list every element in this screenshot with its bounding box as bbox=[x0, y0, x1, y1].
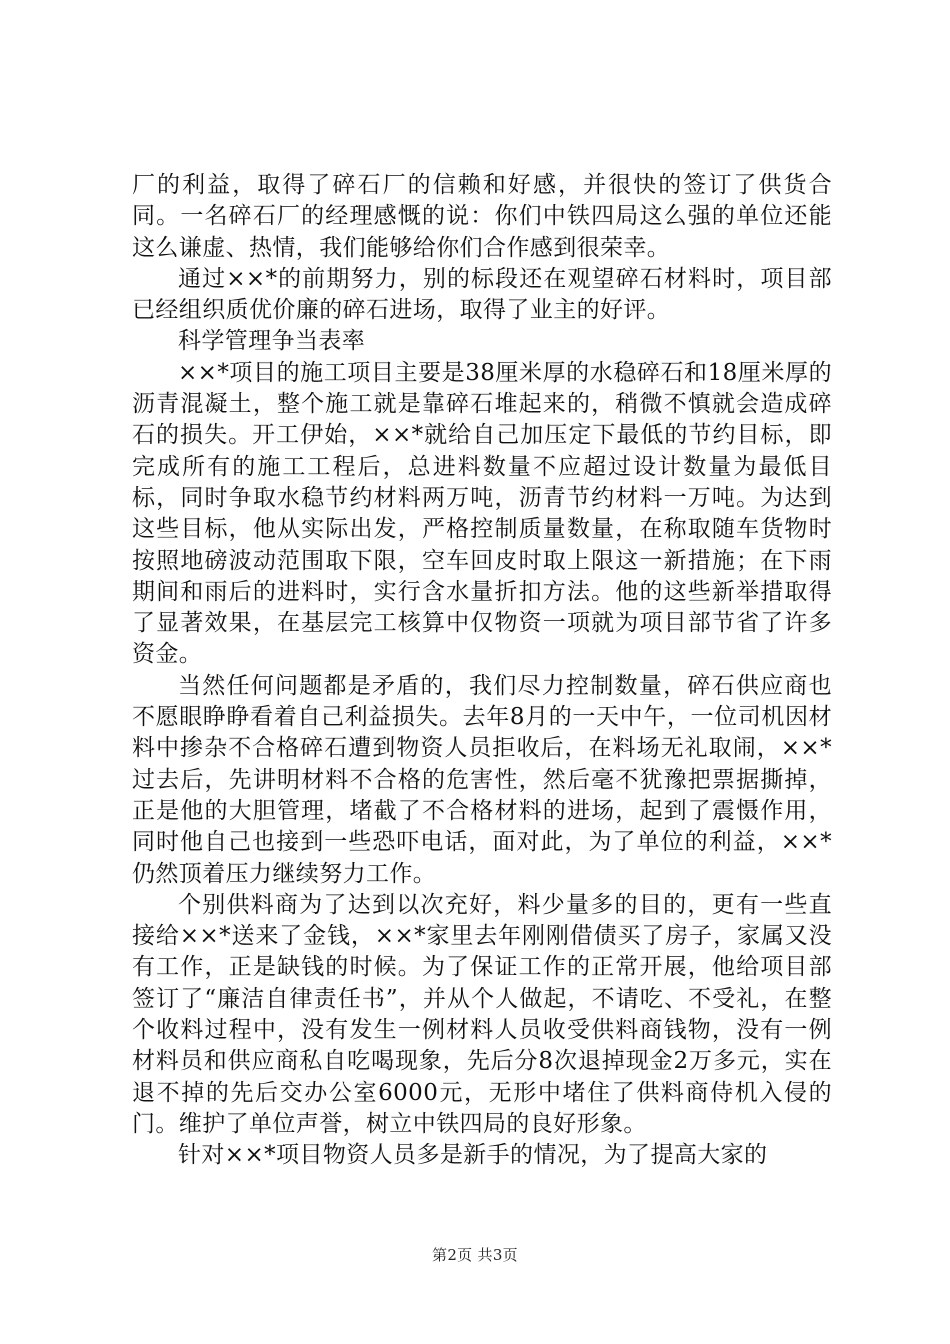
paragraph: 针对××*项目物资人员多是新手的情况，为了提高大家的 bbox=[178, 1142, 768, 1169]
page-footer: 第2页 共3页 bbox=[432, 1246, 518, 1264]
paragraph-continuation: 厂的利益，取得了碎石厂的信赖和好感，并很快的签订了供货合同。一名碎石厂的经理感慨的说：你们中铁四局这么强的单位还能这么谦虚、热情，我们能够给你们合作感到很荣幸。 bbox=[132, 172, 832, 261]
body-text bbox=[132, 170, 832, 1172]
paragraph: 个别供料商为了达到以次充好，料少量多的目的，更有一些直接给××*送来了金钱，××*家里去年刚刚借债买了房子，家属又没有工作，正是缺钱的时候。为了保证工作的正常开展，他给项目部签订了“廉洁自律责任书”，并从个人做起，不请吃、不受礼，在整个收料过程中，没有发生一例材料人员收受供料商钱物，没有一例材料员和供应商私自吃喝现象，先后分8次退掉现金2万多元，实在退不掉的先后交办公室6000元，无形中堵住了供料商侍机入侵的门。维护了单位声誉，树立中铁四局的良好形象。 bbox=[132, 891, 832, 1137]
paragraph: ××*项目的施工项目主要是38厘米厚的水稳碎石和18厘米厚的沥青混凝土，整个施工就是靠碎石堆起来的，稍微不慎就会造成碎石的损失。开工伊始，××*就给自己加压定下最低的节约目标，即完成所有的施工工程后，总进料数量不应超过设计数量为最低目标，同时争取水稳节约材料两万吨，沥青节约材料一万吨。为达到这些目标，他从实际出发，严格控制质量数量，在称取随车货物时按照地磅波动范围取下限，空车回皮时取上限这一新措施；在下雨期间和雨后的进料时，实行含水量折扣方法。他的这些新举措取得了显著效果，在基层完工核算中仅物资一项就为项目部节省了许多资金。 bbox=[132, 359, 832, 668]
paragraph: 通过××*的前期努力，别的标段还在观望碎石材料时，项目部已经组织质优价廉的碎石进场，取得了业主的好评。 bbox=[132, 265, 832, 324]
section-heading: 科学管理争当表率 bbox=[178, 328, 366, 355]
paragraph: 当然任何问题都是矛盾的，我们尽力控制数量，碎石供应商也不愿眼睁睁看着自己利益损失。去年8月的一天中午，一位司机因材料中掺杂不合格碎石遭到物资人员拒收后，在料场无礼取闹，××*过去后，先讲明材料不合格的危害性，然后毫不犹豫把票据撕掉，正是他的大胆管理，堵截了不合格材料的进场，起到了震慑作用，同时他自己也接到一些恐吓电话，面对此，为了单位的利益，××*仍然顶着压力继续努力工作。 bbox=[132, 672, 832, 887]
